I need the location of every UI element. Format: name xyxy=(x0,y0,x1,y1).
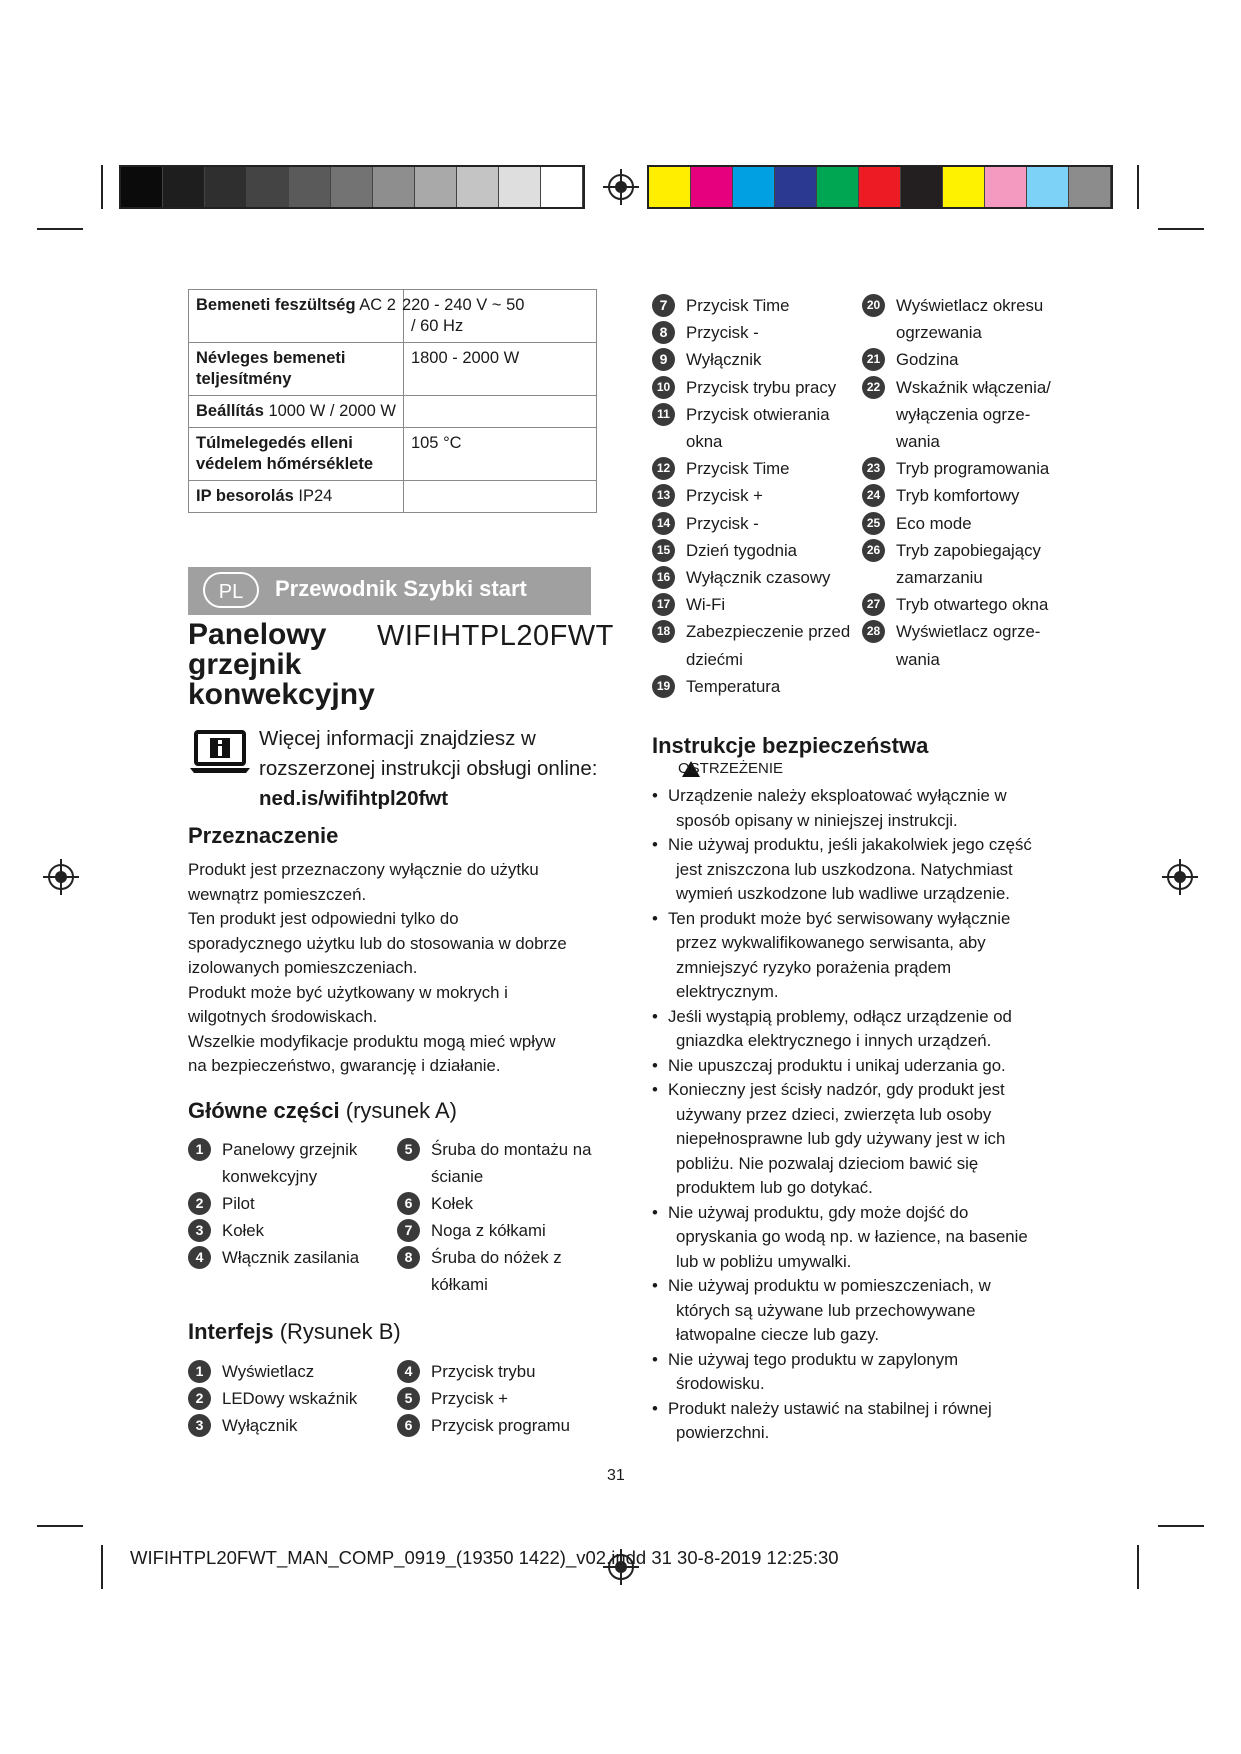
number-badge-icon: 24 xyxy=(862,484,885,507)
list-item: Przycisk - xyxy=(686,513,759,533)
display-indicator-list xyxy=(862,292,1072,712)
safety-bullet-list xyxy=(652,784,1062,1446)
safety-bullet xyxy=(652,1274,1062,1348)
crop-mark-bottom-left-h xyxy=(37,1525,83,1527)
safety-bullet xyxy=(652,907,1062,1005)
number-badge-icon: 19 xyxy=(652,675,675,698)
przeznaczenie-text xyxy=(188,858,608,1079)
color-swatch xyxy=(691,167,733,207)
number-badge-icon: 23 xyxy=(862,457,885,480)
list-item: Wskaźnik włączenia/ xyxy=(896,377,1051,397)
laptop-info-icon xyxy=(190,730,250,774)
bullet-line: produktem lub go dotykać. xyxy=(676,1178,873,1197)
gray-color-bar xyxy=(119,165,585,209)
bullet-line: których są używane lub przechowywane xyxy=(676,1300,976,1320)
color-swatch xyxy=(649,167,691,207)
color-swatch xyxy=(541,167,583,207)
spec-label: Beállítás 1000 W / 2000 W xyxy=(189,396,404,428)
registration-mark-left-icon xyxy=(41,857,81,897)
number-badge-icon: 1 xyxy=(188,1138,211,1161)
paragraph-line: izolowanych pomieszczeniach. xyxy=(188,958,418,977)
registration-mark-right-icon xyxy=(1160,857,1200,897)
number-badge-icon: 7 xyxy=(652,294,675,317)
number-badge-icon: 18 xyxy=(652,620,675,643)
section-heading-main-parts: Główne części (rysunek A) xyxy=(188,1098,457,1123)
list-item: Przycisk trybu xyxy=(431,1362,536,1381)
registration-mark-top-icon xyxy=(601,167,641,207)
number-badge-icon: 8 xyxy=(397,1246,420,1269)
paragraph-line: na bezpieczeństwo, gwarancję i działanie. xyxy=(188,1056,501,1075)
bullet-line: niepełnosprawne lub gdy używany jest w ich xyxy=(676,1129,1006,1148)
interface-list-continued xyxy=(652,292,862,712)
list-item: kółkami xyxy=(431,1275,488,1294)
bullet-line: opryskania go wodą np. w łazience, na basenie xyxy=(676,1227,1028,1246)
crop-mark-bottom-right xyxy=(1137,1545,1139,1589)
list-item: Przycisk + xyxy=(431,1389,508,1408)
list-item: okna xyxy=(686,432,723,451)
crop-mark-bottom-left xyxy=(101,1545,103,1589)
bullet-line: • Ten produkt może być serwisowany wyłącznie xyxy=(668,908,1011,928)
safety-bullet xyxy=(652,1078,1062,1201)
color-swatch xyxy=(331,167,373,207)
number-badge-icon: 12 xyxy=(652,457,675,480)
spec-row xyxy=(189,428,597,481)
number-badge-icon: 4 xyxy=(188,1246,211,1269)
bullet-line: • Nie używaj produktu, jeśli jakakolwiek jego część xyxy=(668,835,1032,854)
crop-mark-top-right-h xyxy=(1158,228,1204,230)
spec-value: 1800 - 2000 W xyxy=(403,343,596,396)
bullet-line: • Nie używaj produktu w pomieszczeniach, w xyxy=(668,1276,991,1295)
bullet-line: środowisku. xyxy=(676,1374,765,1393)
crop-mark-bottom-right-h xyxy=(1158,1525,1204,1527)
bullet-line: pobliżu. Nie pozwalaj dzieciom bawić się xyxy=(676,1153,979,1173)
number-badge-icon: 8 xyxy=(652,321,675,344)
spec-row xyxy=(189,290,597,343)
safety-bullet xyxy=(652,1005,1062,1054)
paragraph-line: Ten produkt jest odpowiedni tylko do xyxy=(188,909,459,928)
list-item: Tryb zapobiegający xyxy=(896,540,1041,560)
safety-bullet xyxy=(652,833,1062,907)
spec-label: Bemeneti feszültség AC 2 xyxy=(189,290,404,343)
main-parts-list xyxy=(188,1136,608,1316)
color-swatch xyxy=(817,167,859,207)
language-badge: PL xyxy=(203,572,259,608)
list-item: Tryb programowania xyxy=(896,459,1050,479)
spec-row xyxy=(189,396,597,428)
list-item: Przycisk programu xyxy=(431,1416,570,1435)
list-item: Wyłącznik xyxy=(222,1416,298,1435)
bullet-line: • Konieczny jest ścisły nadzór, gdy produkt jest xyxy=(668,1080,1005,1099)
number-badge-icon: 11 xyxy=(652,403,675,426)
bullet-line: • Urządzenie należy eksploatować wyłącznie w xyxy=(668,786,1007,805)
list-item: Noga z kółkami xyxy=(431,1221,546,1240)
color-swatch xyxy=(943,167,985,207)
list-item: Wyświetlacz xyxy=(222,1362,315,1381)
crop-mark-top-left-h xyxy=(37,228,83,230)
list-item: ścianie xyxy=(431,1167,484,1186)
list-item: dziećmi xyxy=(686,649,743,669)
interface-list xyxy=(188,1358,608,1448)
bullet-line: wymień uszkodzone lub wadliwe urządzenie. xyxy=(676,884,1010,903)
color-swatch xyxy=(901,167,943,207)
safety-bullet xyxy=(652,1397,1062,1446)
list-item: Panelowy grzejnik xyxy=(222,1140,358,1159)
list-item: Eco mode xyxy=(896,513,972,533)
number-badge-icon: 3 xyxy=(188,1414,211,1437)
page-number: 31 xyxy=(607,1467,625,1484)
bullet-line: • Nie używaj tego produktu w zapylonym xyxy=(668,1349,959,1369)
color-swatch xyxy=(985,167,1027,207)
list-item: Włącznik zasilania xyxy=(222,1248,360,1267)
list-item: zamarzaniu xyxy=(896,568,983,587)
safety-bullet xyxy=(652,1201,1062,1275)
safety-bullet xyxy=(652,1054,1062,1079)
spec-value xyxy=(403,481,596,513)
color-swatch xyxy=(1069,167,1111,207)
list-item: ogrzewania xyxy=(896,323,982,343)
color-swatch xyxy=(499,167,541,207)
number-badge-icon: 26 xyxy=(862,539,885,562)
color-swatch xyxy=(121,167,163,207)
list-item: Śruba do montażu na xyxy=(431,1140,592,1159)
spec-row xyxy=(189,481,597,513)
number-badge-icon: 5 xyxy=(397,1387,420,1410)
color-swatch xyxy=(457,167,499,207)
color-swatch xyxy=(163,167,205,207)
color-swatch xyxy=(247,167,289,207)
color-swatch xyxy=(289,167,331,207)
number-badge-icon: 13 xyxy=(652,484,675,507)
list-item: Śruba do nóżek z xyxy=(431,1248,562,1267)
bullet-line: gniazdka elektrycznego i innych urządzeń. xyxy=(676,1031,992,1050)
list-item: konwekcyjny xyxy=(222,1167,318,1186)
list-item: Kołek xyxy=(431,1194,473,1213)
paragraph-line: Produkt jest przeznaczony wyłącznie do użytku xyxy=(188,860,539,879)
list-item: Przycisk trybu pracy xyxy=(686,377,837,397)
color-bar xyxy=(647,165,1113,209)
warning-label: OSTRZEŻENIE xyxy=(678,760,784,777)
color-swatch xyxy=(373,167,415,207)
list-item: Dzień tygodnia xyxy=(686,540,798,560)
section-heading-safety: Instrukcje bezpieczeństwa xyxy=(652,733,929,758)
more-info-text: Więcej informacji znajdziesz w rozszerzonej instrukcji obsługi online: ned.is/wifihtpl20fwt xyxy=(259,727,598,810)
spec-label: Névleges bemeneti teljesítmény xyxy=(189,343,404,396)
crop-mark-top-left xyxy=(101,165,103,209)
spec-value: 220 - 240 V ~ 50 / 60 Hz xyxy=(403,290,596,343)
number-badge-icon: 17 xyxy=(652,593,675,616)
color-swatch xyxy=(775,167,817,207)
color-swatch xyxy=(733,167,775,207)
number-badge-icon: 10 xyxy=(652,376,675,399)
list-item: Przycisk + xyxy=(686,486,763,506)
color-swatch xyxy=(415,167,457,207)
number-badge-icon: 9 xyxy=(652,348,675,371)
number-badge-icon: 2 xyxy=(188,1387,211,1410)
bullet-line: używany przez dzieci, zwierzęta lub osoby xyxy=(676,1104,992,1124)
list-item: Przycisk Time xyxy=(686,296,790,315)
paragraph-line: wilgotnych środowiskach. xyxy=(188,1007,378,1026)
number-badge-icon: 1 xyxy=(188,1360,211,1383)
list-item: Godzina xyxy=(896,350,959,370)
paragraph-line: Wszelkie modyfikacje produktu mogą mieć wpływ xyxy=(188,1031,556,1051)
color-swatch xyxy=(205,167,247,207)
product-model: WIFIHTPL20FWT xyxy=(377,620,614,652)
bullet-line: elektrycznym. xyxy=(676,982,779,1001)
paragraph-line: Produkt może być użytkowany w mokrych i xyxy=(188,982,508,1002)
list-item: Pilot xyxy=(222,1194,255,1213)
bullet-line: łatwopalne ciecze lub gazy. xyxy=(676,1325,880,1344)
list-item: Zabezpieczenie przed xyxy=(686,622,851,642)
color-swatch xyxy=(859,167,901,207)
list-item: Tryb otwartego okna xyxy=(896,595,1049,615)
spec-value: 105 °C xyxy=(403,428,596,481)
number-badge-icon: 25 xyxy=(862,512,885,535)
bullet-line: lub w pobliżu umywalki. xyxy=(676,1251,852,1271)
list-item: wania xyxy=(896,432,940,451)
list-item: Wi-Fi xyxy=(686,595,726,615)
number-badge-icon: 20 xyxy=(862,294,885,317)
product-name: Panelowy grzejnik konwekcyjny xyxy=(188,618,375,711)
list-item: Kołek xyxy=(222,1221,264,1240)
color-swatch xyxy=(1027,167,1069,207)
bullet-line: przez wykwalifikowanego serwisanta, aby xyxy=(676,933,986,952)
manual-link[interactable]: ned.is/wifihtpl20fwt xyxy=(259,787,449,810)
number-badge-icon: 15 xyxy=(652,539,675,562)
spec-label: Túlmelegedés elleni védelem hőmérséklete xyxy=(189,428,404,481)
number-badge-icon: 21 xyxy=(862,348,885,371)
list-item: Temperatura xyxy=(686,676,781,696)
bullet-line: zmniejszyć ryzyko porażenia prądem xyxy=(676,957,952,977)
number-badge-icon: 3 xyxy=(188,1219,211,1242)
list-item: Tryb komfortowy xyxy=(896,486,1020,506)
number-badge-icon: 14 xyxy=(652,512,675,535)
bullet-line: • Jeśli wystąpią problemy, odłącz urządzenie od xyxy=(668,1006,1012,1026)
number-badge-icon: 22 xyxy=(862,376,885,399)
safety-bullet xyxy=(652,784,1062,833)
number-badge-icon: 6 xyxy=(397,1414,420,1437)
number-badge-icon: 28 xyxy=(862,620,885,643)
bullet-line: jest zniszczona lub uszkodzona. Natychmiast xyxy=(676,859,1013,879)
number-badge-icon: 2 xyxy=(188,1192,211,1215)
list-item: Wyłącznik czasowy xyxy=(686,568,831,587)
crop-mark-top-right xyxy=(1137,165,1139,209)
list-item: Wyświetlacz okresu xyxy=(896,296,1044,315)
number-badge-icon: 7 xyxy=(397,1219,420,1242)
number-badge-icon: 5 xyxy=(397,1138,420,1161)
bullet-line: • Nie używaj produktu, gdy może dojść do xyxy=(668,1202,969,1222)
paragraph-line: wewnątrz pomieszczeń. xyxy=(188,884,367,904)
number-badge-icon: 6 xyxy=(397,1192,420,1215)
list-item: Przycisk - xyxy=(686,323,759,343)
number-badge-icon: 4 xyxy=(397,1360,420,1383)
spec-table xyxy=(188,289,597,513)
bullet-line: powierzchni. xyxy=(676,1423,770,1442)
bullet-line: • Nie upuszczaj produktu i unikaj uderzania go. xyxy=(668,1055,1006,1075)
list-item: Wyłącznik xyxy=(686,350,762,370)
list-item: wania xyxy=(896,649,940,669)
section-heading-interface: Interfejs (Rysunek B) xyxy=(188,1319,401,1344)
spec-value xyxy=(403,396,596,428)
paragraph-line: sporadycznego użytku lub do stosowania w dobrze xyxy=(188,933,567,953)
list-item: Przycisk Time xyxy=(686,459,790,479)
number-badge-icon: 27 xyxy=(862,593,885,616)
list-item: wyłączenia ogrze- xyxy=(896,404,1031,424)
bullet-line: • Produkt należy ustawić na stabilnej i równej xyxy=(668,1398,992,1418)
list-item: LEDowy wskaźnik xyxy=(222,1389,358,1408)
list-item: Przycisk otwierania xyxy=(686,404,830,424)
quick-start-banner xyxy=(188,567,591,615)
spec-row xyxy=(189,343,597,396)
spec-label: IP besorolás IP24 xyxy=(189,481,404,513)
bullet-line: sposób opisany w niniejszej instrukcji. xyxy=(676,810,958,830)
list-item: Wyświetlacz ogrze- xyxy=(896,622,1041,642)
print-slug: WIFIHTPL20FWT_MAN_COMP_0919_(19350 1422)_v02.indd 31 30-8-2019 12:25:30 xyxy=(130,1547,839,1568)
banner-title: Przewodnik Szybki start xyxy=(275,576,527,601)
safety-bullet xyxy=(652,1348,1062,1397)
section-heading-przeznaczenie: Przeznaczenie xyxy=(188,823,339,848)
number-badge-icon: 16 xyxy=(652,566,675,589)
